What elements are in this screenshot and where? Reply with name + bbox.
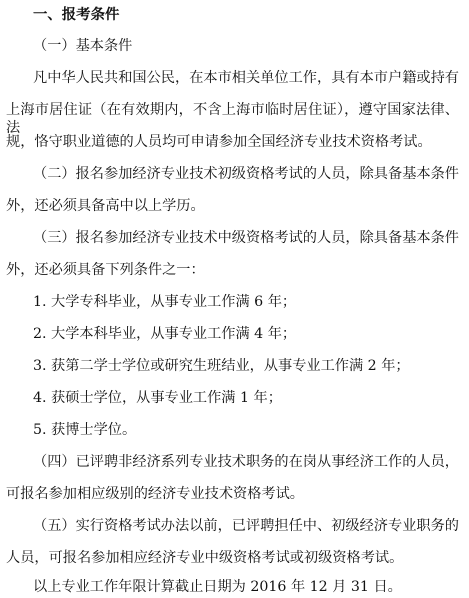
pre-exam-line-1: （五）实行资格考试办法以前，已评聘担任中、初级经济专业职务的 (33, 518, 459, 534)
basic-conditions-line-2: 上海市居住证（在有效期内，不含上海市临时居住证），遵守国家法律、法 (6, 102, 459, 136)
intermediate-conditions-line-2: 外，还必须具备下列条件之一： (6, 262, 205, 278)
intermediate-conditions-line-1: （三）报名参加经济专业技术中级资格考试的人员，除具备基本条件 (33, 230, 459, 246)
non-economic-line-2: 可报名参加相应级别的经济专业技术资格考试。 (6, 486, 304, 502)
intermediate-item-5: 5. 获博士学位。 (33, 422, 137, 438)
non-economic-line-1: （四）已评聘非经济系列专业技术职务的在岗从事经济工作的人员， (33, 454, 459, 470)
basic-conditions-line-3: 规，恪守职业道德的人员均可申请参加全国经济专业技术资格考试。 (6, 134, 432, 150)
junior-conditions-line-2: 外，还必须具备高中以上学历。 (6, 198, 205, 214)
pre-exam-line-2: 人员，可报名参加相应经济专业中级资格考试或初级资格考试。 (6, 550, 404, 566)
section-title: 一、报考条件 (33, 7, 120, 23)
basic-conditions-line-1: 凡中华人民共和国公民，在本市相关单位工作，具有本市户籍或持有 (33, 70, 459, 86)
basic-conditions-heading: （一）基本条件 (33, 38, 133, 54)
deadline-note: 以上专业工作年限计算截止日期为 2016 年 12 月 31 日。 (33, 579, 402, 595)
junior-conditions-line-1: （二）报名参加经济专业技术初级资格考试的人员，除具备基本条件 (33, 166, 459, 182)
intermediate-item-1: 1. 大学专科毕业，从事专业工作满 6 年； (33, 294, 297, 310)
intermediate-item-2: 2. 大学本科毕业，从事专业工作满 4 年； (33, 326, 297, 342)
intermediate-item-3: 3. 获第二学士学位或研究生班结业，从事专业工作满 2 年； (33, 358, 410, 374)
intermediate-item-4: 4. 获硕士学位，从事专业工作满 1 年； (33, 390, 282, 406)
